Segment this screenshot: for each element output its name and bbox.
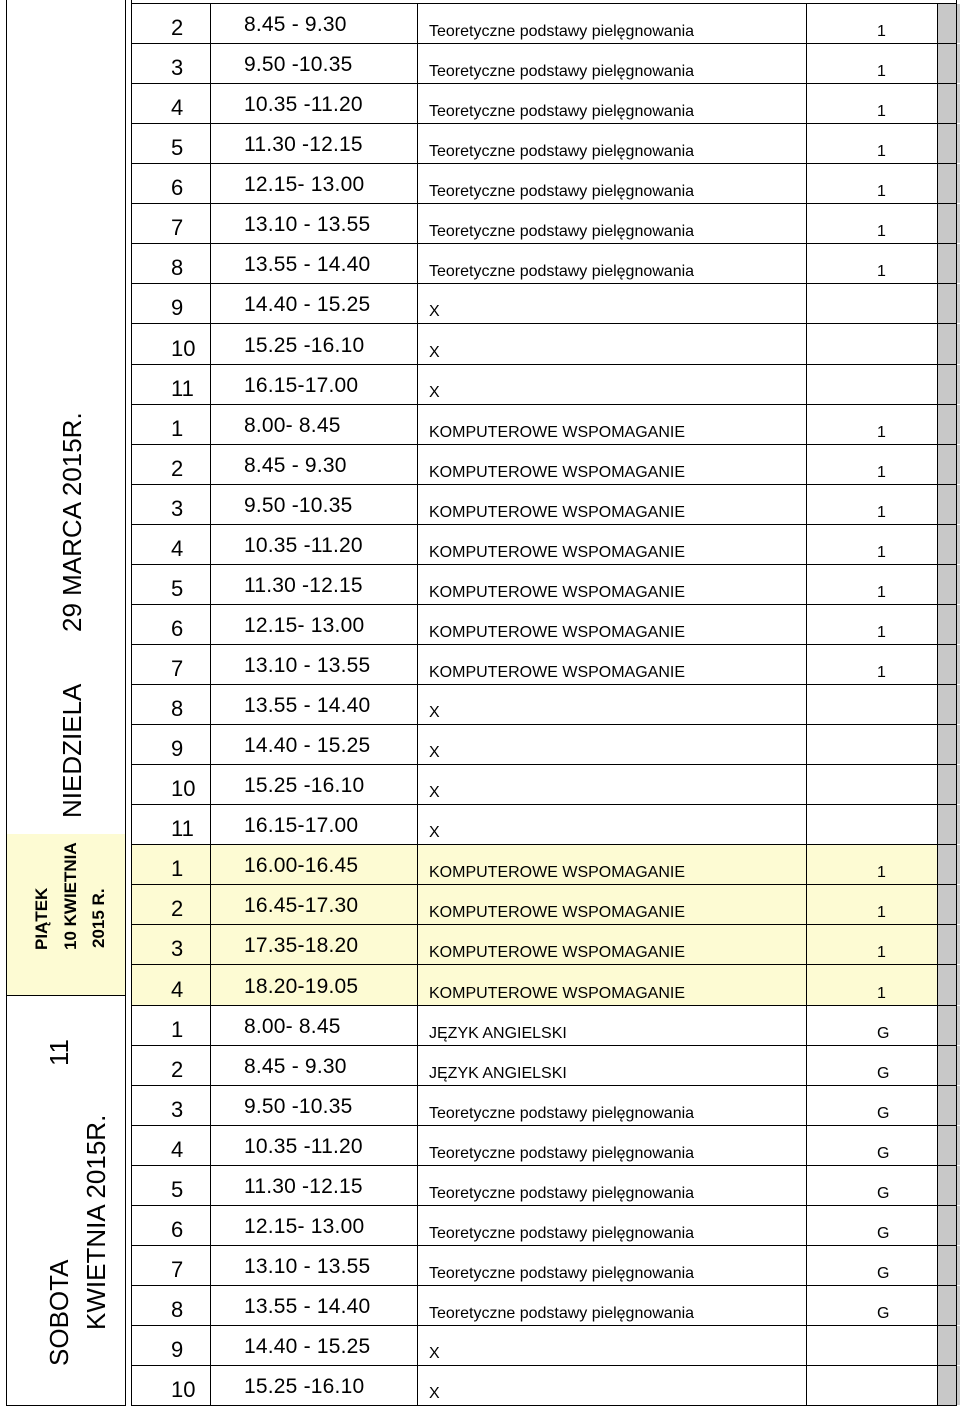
lesson-group: G (877, 1065, 890, 1082)
subj-cell (418, 805, 807, 844)
lesson-subject: Teoretyczne podstawy pielęgnowania (429, 1185, 695, 1202)
lesson-number: 6 (171, 175, 184, 200)
lesson-time: 16.45-17.30 (244, 894, 359, 917)
lesson-group: 1 (877, 624, 886, 641)
lesson-subject: Teoretyczne podstawy pielęgnowania (429, 183, 695, 200)
lesson-number: 2 (171, 15, 184, 40)
lesson-time: 16.15-17.00 (244, 814, 359, 837)
lesson-number: 2 (171, 1057, 184, 1082)
grp-cell (807, 1326, 938, 1365)
lesson-number: 1 (171, 1017, 184, 1042)
schedule-row (131, 965, 956, 1006)
lesson-subject: KOMPUTEROWE WSPOMAGANIE (429, 664, 686, 681)
lesson-subject: KOMPUTEROWE WSPOMAGANIE (429, 624, 686, 641)
grp-cell (807, 1046, 938, 1085)
grp-cell (807, 1246, 938, 1285)
grp-cell (807, 84, 938, 123)
lesson-subject: X (429, 384, 440, 401)
lesson-subject: Teoretyczne podstawy pielęgnowania (429, 223, 695, 240)
schedule-row (131, 284, 956, 324)
grp-cell (807, 44, 938, 83)
schedule-row (131, 405, 956, 445)
lesson-number: 9 (171, 1337, 184, 1362)
lesson-subject: X (429, 744, 440, 761)
schedule-row (131, 845, 956, 885)
lesson-time: 14.40 - 15.25 (244, 734, 371, 757)
lesson-number: 11 (171, 376, 194, 401)
lesson-subject: Teoretyczne podstawy pielęgnowania (429, 63, 695, 80)
grp-cell (807, 845, 938, 884)
schedule-row (131, 925, 956, 965)
subj-cell (418, 365, 807, 404)
schedule-row (131, 485, 956, 525)
lesson-number: 9 (171, 295, 184, 320)
grp-cell (807, 1006, 938, 1045)
lesson-time: 15.25 -16.10 (244, 774, 365, 797)
lesson-subject: KOMPUTEROWE WSPOMAGANIE (429, 904, 686, 921)
lesson-time: 12.15- 13.00 (244, 614, 365, 637)
lesson-group: G (877, 1025, 890, 1042)
lesson-subject: KOMPUTEROWE WSPOMAGANIE (429, 424, 686, 441)
lesson-number: 10 (171, 336, 196, 361)
grp-cell (807, 525, 938, 564)
lesson-group: G (877, 1145, 890, 1162)
lesson-time: 13.55 - 14.40 (244, 1295, 371, 1318)
schedule-row (131, 1086, 956, 1126)
lesson-number: 1 (171, 856, 184, 881)
lesson-number: 7 (171, 1257, 184, 1282)
lesson-time: 15.25 -16.10 (244, 334, 365, 357)
lesson-time: 11.30 -12.15 (244, 1175, 363, 1198)
lesson-group: 1 (877, 504, 886, 521)
lesson-number: 6 (171, 616, 184, 641)
lesson-subject: KOMPUTEROWE WSPOMAGANIE (429, 544, 686, 561)
grp-cell (807, 725, 938, 764)
lesson-time: 16.15-17.00 (244, 374, 359, 397)
lesson-time: 8.00- 8.45 (244, 414, 341, 437)
schedule-row (131, 4, 956, 44)
lesson-subject: Teoretyczne podstawy pielęgnowania (429, 143, 695, 160)
grp-cell (807, 1126, 938, 1165)
subj-cell (418, 765, 807, 804)
lesson-subject: Teoretyczne podstawy pielęgnowania (429, 1265, 695, 1282)
lesson-number: 1 (171, 416, 184, 441)
schedule-row (131, 1246, 956, 1286)
schedule-row (131, 324, 956, 365)
schedule-row (131, 725, 956, 765)
lesson-group: 1 (877, 23, 886, 40)
day-block-friday (6, 834, 126, 996)
lesson-number: 7 (171, 656, 184, 681)
subj-cell (418, 725, 807, 764)
schedule-row (131, 1166, 956, 1206)
lesson-time: 14.40 - 15.25 (244, 293, 371, 316)
subj-cell (418, 284, 807, 323)
schedule-row (131, 1046, 956, 1086)
schedule-row (131, 645, 956, 685)
lesson-number: 3 (171, 1097, 184, 1122)
lesson-subject: X (429, 784, 440, 801)
lesson-number: 7 (171, 215, 184, 240)
lesson-number: 2 (171, 896, 184, 921)
lesson-group: G (877, 1105, 890, 1122)
schedule-row (131, 1126, 956, 1166)
lesson-subject: KOMPUTEROWE WSPOMAGANIE (429, 504, 686, 521)
lesson-time: 10.35 -11.20 (244, 534, 363, 557)
lesson-time: 13.55 - 14.40 (244, 253, 371, 276)
lesson-group: 1 (877, 985, 886, 1002)
lesson-time: 13.10 - 13.55 (244, 654, 371, 677)
lesson-time: 8.45 - 9.30 (244, 454, 347, 477)
friday-weekday-label: PIĄTEK (32, 887, 51, 950)
grp-cell (807, 1206, 938, 1245)
lesson-number: 9 (171, 736, 184, 761)
sunday-weekday-label: NIEDZIELA (57, 683, 87, 818)
grp-cell (807, 284, 938, 323)
schedule-row (131, 765, 956, 805)
saturday-month-label: KWIETNIA 2015R. (81, 1114, 111, 1330)
schedule-row (131, 1286, 956, 1326)
grp-cell (807, 445, 938, 484)
schedule-row (131, 1006, 956, 1046)
grp-cell (807, 164, 938, 203)
grp-cell (807, 925, 938, 964)
lesson-time: 10.35 -11.20 (244, 93, 363, 116)
lesson-number: 3 (171, 55, 184, 80)
grp-cell (807, 324, 938, 364)
lesson-number: 10 (171, 1377, 196, 1402)
lesson-subject: Teoretyczne podstawy pielęgnowania (429, 1305, 695, 1322)
grp-cell (807, 965, 938, 1005)
lesson-group: 1 (877, 464, 886, 481)
lesson-subject: Teoretyczne podstawy pielęgnowania (429, 23, 695, 40)
lesson-group: 1 (877, 584, 886, 601)
lesson-subject: X (429, 303, 440, 320)
day-block-sunday (6, 0, 126, 834)
lesson-subject: Teoretyczne podstawy pielęgnowania (429, 263, 695, 280)
schedule-row (131, 164, 956, 204)
grp-cell (807, 805, 938, 844)
grp-cell (807, 565, 938, 604)
lesson-group: G (877, 1225, 890, 1242)
sunday-date-label: 29 MARCA 2015R. (57, 412, 87, 632)
schedule-row (131, 204, 956, 244)
lesson-number: 4 (171, 1137, 184, 1162)
lesson-group: 1 (877, 544, 886, 561)
lesson-subject: X (429, 1385, 440, 1402)
lesson-time: 13.55 - 14.40 (244, 694, 371, 717)
lesson-subject: Teoretyczne podstawy pielęgnowania (429, 1225, 695, 1242)
lesson-number: 3 (171, 496, 184, 521)
lesson-group: 1 (877, 63, 886, 80)
lesson-number: 5 (171, 1177, 184, 1202)
lesson-subject: Teoretyczne podstawy pielęgnowania (429, 1145, 695, 1162)
schedule-row (131, 124, 956, 164)
lesson-time: 11.30 -12.15 (244, 574, 363, 597)
schedule-row (131, 365, 956, 405)
lesson-time: 16.00-16.45 (244, 854, 359, 877)
lesson-group: G (877, 1185, 890, 1202)
grp-cell (807, 365, 938, 404)
grp-cell (807, 485, 938, 524)
lesson-time: 8.45 - 9.30 (244, 1055, 347, 1078)
grp-cell (807, 4, 938, 43)
grp-cell (807, 1166, 938, 1205)
grp-cell (807, 124, 938, 163)
lesson-time: 10.35 -11.20 (244, 1135, 363, 1158)
lesson-subject: X (429, 704, 440, 721)
lesson-subject: KOMPUTEROWE WSPOMAGANIE (429, 864, 686, 881)
lesson-number: 3 (171, 936, 184, 961)
lesson-group: G (877, 1265, 890, 1282)
schedule-row (131, 805, 956, 845)
lesson-time: 12.15- 13.00 (244, 173, 365, 196)
lesson-group: 1 (877, 944, 886, 961)
grp-cell (807, 605, 938, 644)
schedule-row (131, 685, 956, 725)
lesson-group: 1 (877, 664, 886, 681)
grp-cell (807, 1286, 938, 1325)
lesson-subject: X (429, 824, 440, 841)
lesson-time: 9.50 -10.35 (244, 1095, 353, 1118)
schedule-row (131, 445, 956, 485)
lesson-time: 11.30 -12.15 (244, 133, 363, 156)
grp-cell (807, 685, 938, 724)
lesson-time: 14.40 - 15.25 (244, 1335, 371, 1358)
lesson-time: 12.15- 13.00 (244, 1215, 365, 1238)
table-top-border (131, 3, 956, 4)
grp-cell (807, 405, 938, 444)
grp-cell (807, 885, 938, 924)
lesson-time: 15.25 -16.10 (244, 1375, 365, 1398)
subj-cell (418, 324, 807, 364)
lesson-subject: KOMPUTEROWE WSPOMAGANIE (429, 464, 686, 481)
schedule-row (131, 525, 956, 565)
lesson-group: 1 (877, 143, 886, 160)
lesson-group: 1 (877, 183, 886, 200)
lesson-group: 1 (877, 904, 886, 921)
subj-cell (418, 685, 807, 724)
grp-cell (807, 244, 938, 283)
day-block-saturday (6, 996, 126, 1406)
lesson-subject: X (429, 1345, 440, 1362)
grp-cell (807, 765, 938, 804)
lesson-number: 4 (171, 536, 184, 561)
schedule-row (131, 565, 956, 605)
lesson-subject: JĘZYK ANGIELSKI (429, 1025, 567, 1042)
lesson-number: 11 (171, 816, 194, 841)
lesson-number: 5 (171, 135, 184, 160)
lesson-number: 4 (171, 95, 184, 120)
lesson-time: 13.10 - 13.55 (244, 213, 371, 236)
table-left-border (131, 0, 132, 1406)
friday-date-label: 10 KWIETNIA (61, 842, 80, 950)
lesson-time: 9.50 -10.35 (244, 53, 353, 76)
subj-cell (418, 1326, 807, 1365)
grp-cell (807, 1086, 938, 1125)
lesson-time: 17.35-18.20 (244, 934, 359, 957)
friday-year-label: 2015 R. (89, 888, 108, 948)
lesson-time: 8.00- 8.45 (244, 1015, 341, 1038)
schedule-row (131, 605, 956, 645)
lesson-group: 1 (877, 223, 886, 240)
grp-cell (807, 645, 938, 684)
table-right-border (956, 0, 957, 1406)
lesson-group: 1 (877, 263, 886, 280)
lesson-number: 10 (171, 776, 196, 801)
subj-cell (418, 1366, 807, 1405)
lesson-subject: KOMPUTEROWE WSPOMAGANIE (429, 944, 686, 961)
lesson-time: 18.20-19.05 (244, 975, 359, 998)
lesson-number: 6 (171, 1217, 184, 1242)
lesson-number: 8 (171, 255, 184, 280)
lesson-subject: JĘZYK ANGIELSKI (429, 1065, 567, 1082)
schedule-row (131, 1366, 956, 1406)
lesson-time: 8.45 - 9.30 (244, 13, 347, 36)
lesson-group: G (877, 1305, 890, 1322)
lesson-group: 1 (877, 864, 886, 881)
lesson-number: 4 (171, 977, 184, 1002)
lesson-subject: Teoretyczne podstawy pielęgnowania (429, 1105, 695, 1122)
lesson-number: 8 (171, 696, 184, 721)
lesson-number: 8 (171, 1297, 184, 1322)
lesson-group: 1 (877, 103, 886, 120)
schedule-row (131, 885, 956, 925)
schedule-row (131, 44, 956, 84)
grp-cell (807, 204, 938, 243)
saturday-day-label: 11 (44, 1039, 74, 1066)
schedule-row (131, 1326, 956, 1366)
schedule-row (131, 84, 956, 124)
grp-cell (807, 1366, 938, 1405)
lesson-subject: KOMPUTEROWE WSPOMAGANIE (429, 985, 686, 1002)
lesson-group: 1 (877, 424, 886, 441)
lesson-subject: KOMPUTEROWE WSPOMAGANIE (429, 584, 686, 601)
lesson-number: 2 (171, 456, 184, 481)
lesson-time: 13.10 - 13.55 (244, 1255, 371, 1278)
lesson-number: 5 (171, 576, 184, 601)
schedule-row (131, 244, 956, 284)
lesson-subject: Teoretyczne podstawy pielęgnowania (429, 103, 695, 120)
lesson-time: 9.50 -10.35 (244, 494, 353, 517)
lesson-subject: X (429, 344, 440, 361)
saturday-weekday-label: SOBOTA (44, 1259, 74, 1366)
schedule-row (131, 1206, 956, 1246)
